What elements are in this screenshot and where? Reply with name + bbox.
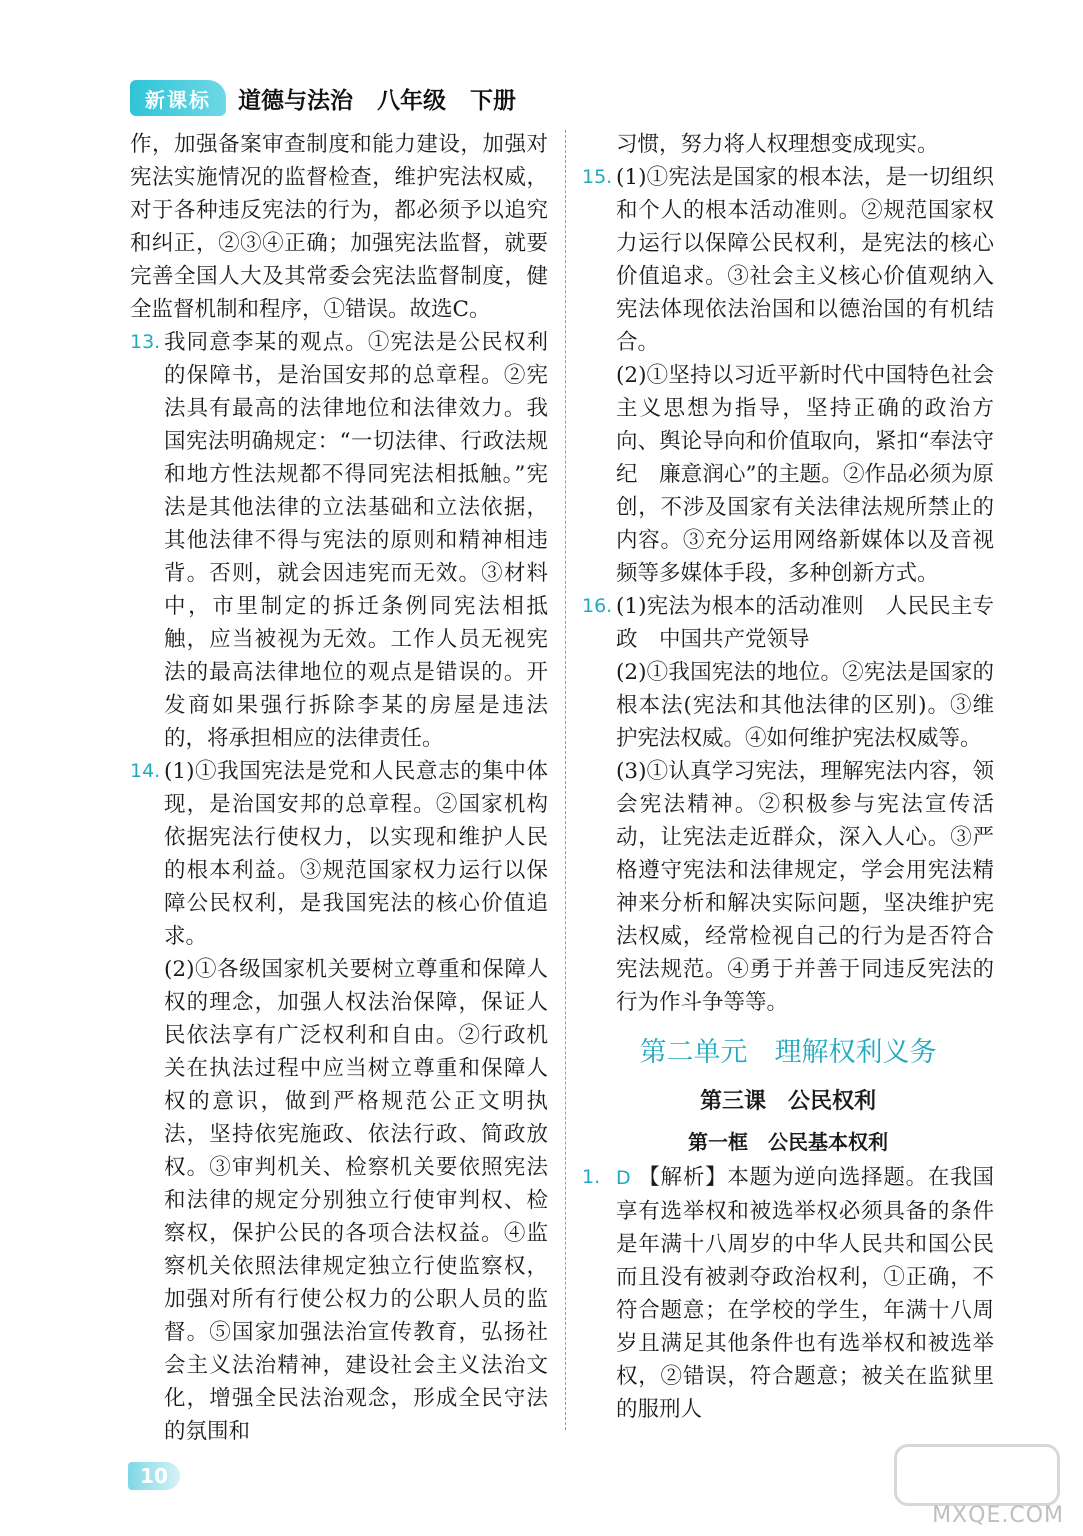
question-number: 16. — [582, 595, 613, 617]
answer-part-1: (1)①我国宪法是党和人民意志的集中体现，是治国安邦的总章程。②国家机构依据宪法行使权力，以实现和维护人民的根本利益。③规范国家权力运行以保障公民权利，是我国宪法的核心价值追求。 — [164, 759, 548, 949]
lesson-heading: 第三课 公民权利 — [699, 1089, 876, 1114]
question-1 — [582, 1161, 994, 1426]
answer-part-2: (2)①各级国家机关要树立尊重和保障人权的理念，加强人权法治保障，保证人民依法享有广泛权利和自由。②行政机关在执法过程中应当树立尊重和保障人权的意识，做到严格规范公正文明执法，坚持依宪施政、依法行政、简政放权。③审判机关、检察机关要依照宪法和法律的规定分别独立行使审判权、检察权，保护公民的各项合法权益。④监察机关依照法律规定独立行使监察权，加强对所有行使公权力的公职人员的监督。⑤国家加强法治宣传教育，弘扬社会主义法治精神，建设社会主义法治文化，增强全民法治观念，形成全民守法的氛围和 — [164, 957, 548, 1444]
left-column — [130, 128, 548, 1448]
question-number: 14. — [130, 760, 161, 782]
answer-continuation: 作，加强备案审查制度和能力建设，加强对宪法实施情况的监督检查，维护宪法权威，对于各种违反宪法的行为，都必须予以追究和纠正，②③④正确；加强宪法监督，就要完善全国人大及其常委会宪法监督制度，健全监督机制和程序，①错误。故选C。 — [130, 132, 548, 322]
page-number: 10 — [128, 1462, 180, 1490]
question-number: 15. — [582, 166, 613, 188]
answer-part-2: (2)①坚持以习近平新时代中国特色社会主义思想为指导，坚持正确的政治方向、舆论导向和价值取向，紧扣“奉法守纪 廉意润心”的主题。②作品必须为原创，不涉及国家有关法律法规所禁止的内容。③充分运用网络新媒体以及音视频等多媒体手段，多种创新方式。 — [616, 363, 994, 586]
watermark-frame — [894, 1444, 1060, 1506]
question-number: 13. — [130, 331, 161, 353]
question-15 — [582, 161, 994, 590]
book-title: 道德与法治 八年级 下册 — [238, 87, 517, 114]
series-logo: 新课标 — [130, 80, 226, 116]
page-header — [130, 78, 516, 118]
watermark-text: MXQE.COM — [932, 1503, 1064, 1528]
right-column — [582, 128, 994, 1426]
section-heading: 第一框 公民基本权利 — [688, 1130, 888, 1154]
answer-choice: D — [616, 1167, 631, 1189]
question-13 — [130, 326, 548, 755]
question-16 — [582, 590, 994, 1019]
analysis-text: 【解析】本题为逆向选择题。在我国享有选举权和被选举权必须具备的条件是年满十八周岁的中华人民共和国公民而且没有被剥夺政治权利，①正确，不符合题意；在学校的学生，年满十八周岁且满足其他条件也有选举权和被选举权，②错误，符合题意；被关在监狱里的服刑人 — [616, 1165, 994, 1422]
answer-part-3: (3)①认真学习宪法，理解宪法内容，领会宪法精神。②积极参与宪法宣传活动，让宪法走近群众，深入人心。③严格遵守宪法和法律规定，学会用宪法精神来分析和解决实际问题，坚决维护宪法权威，经常检视自己的行为是否符合宪法规范。④勇于并善于同违反宪法的行为作斗争等等。 — [616, 759, 994, 1015]
unit-heading: 第二单元 理解权利义务 — [639, 1037, 937, 1068]
answer-text: 我同意李某的观点。①宪法是公民权利的保障书，是治国安邦的总章程。②宪法具有最高的法律地位和法律效力。我国宪法明确规定：“一切法律、行政法规和地方性法规都不得同宪法相抵触。”宪法是其他法律的立法基础和立法依据，其他法律不得与宪法的原则和精神相违背。否则，就会因违宪而无效。③材料中，市里制定的拆迁条例同宪法相抵触，应当被视为无效。工作人员无视宪法的最高法律地位的观点是错误的。开发商如果强行拆除李某的房屋是违法的，将承担相应的法律责任。 — [164, 330, 548, 751]
answer-part-2: (2)①我国宪法的地位。②宪法是国家的根本法(宪法和其他法律的区别)。③维护宪法权威。④如何维护宪法权威等。 — [616, 660, 994, 751]
answer-part-1: (1)宪法为根本的活动准则 人民民主专政 中国共产党领导 — [616, 594, 994, 652]
answer-part-1: (1)①宪法是国家的根本法，是一切组织和个人的根本活动准则。②规范国家权力运行以保障公民权利，是宪法的核心价值追求。③社会主义核心价值观纳入宪法体现依法治国和以德治国的有机结合。 — [616, 165, 994, 355]
column-divider — [565, 130, 566, 1430]
answer-continuation: 习惯，努力将人权理想变成现实。 — [616, 132, 939, 157]
question-14 — [130, 755, 548, 1448]
watermark-logo — [880, 1440, 1070, 1530]
question-number: 1. — [582, 1166, 601, 1188]
